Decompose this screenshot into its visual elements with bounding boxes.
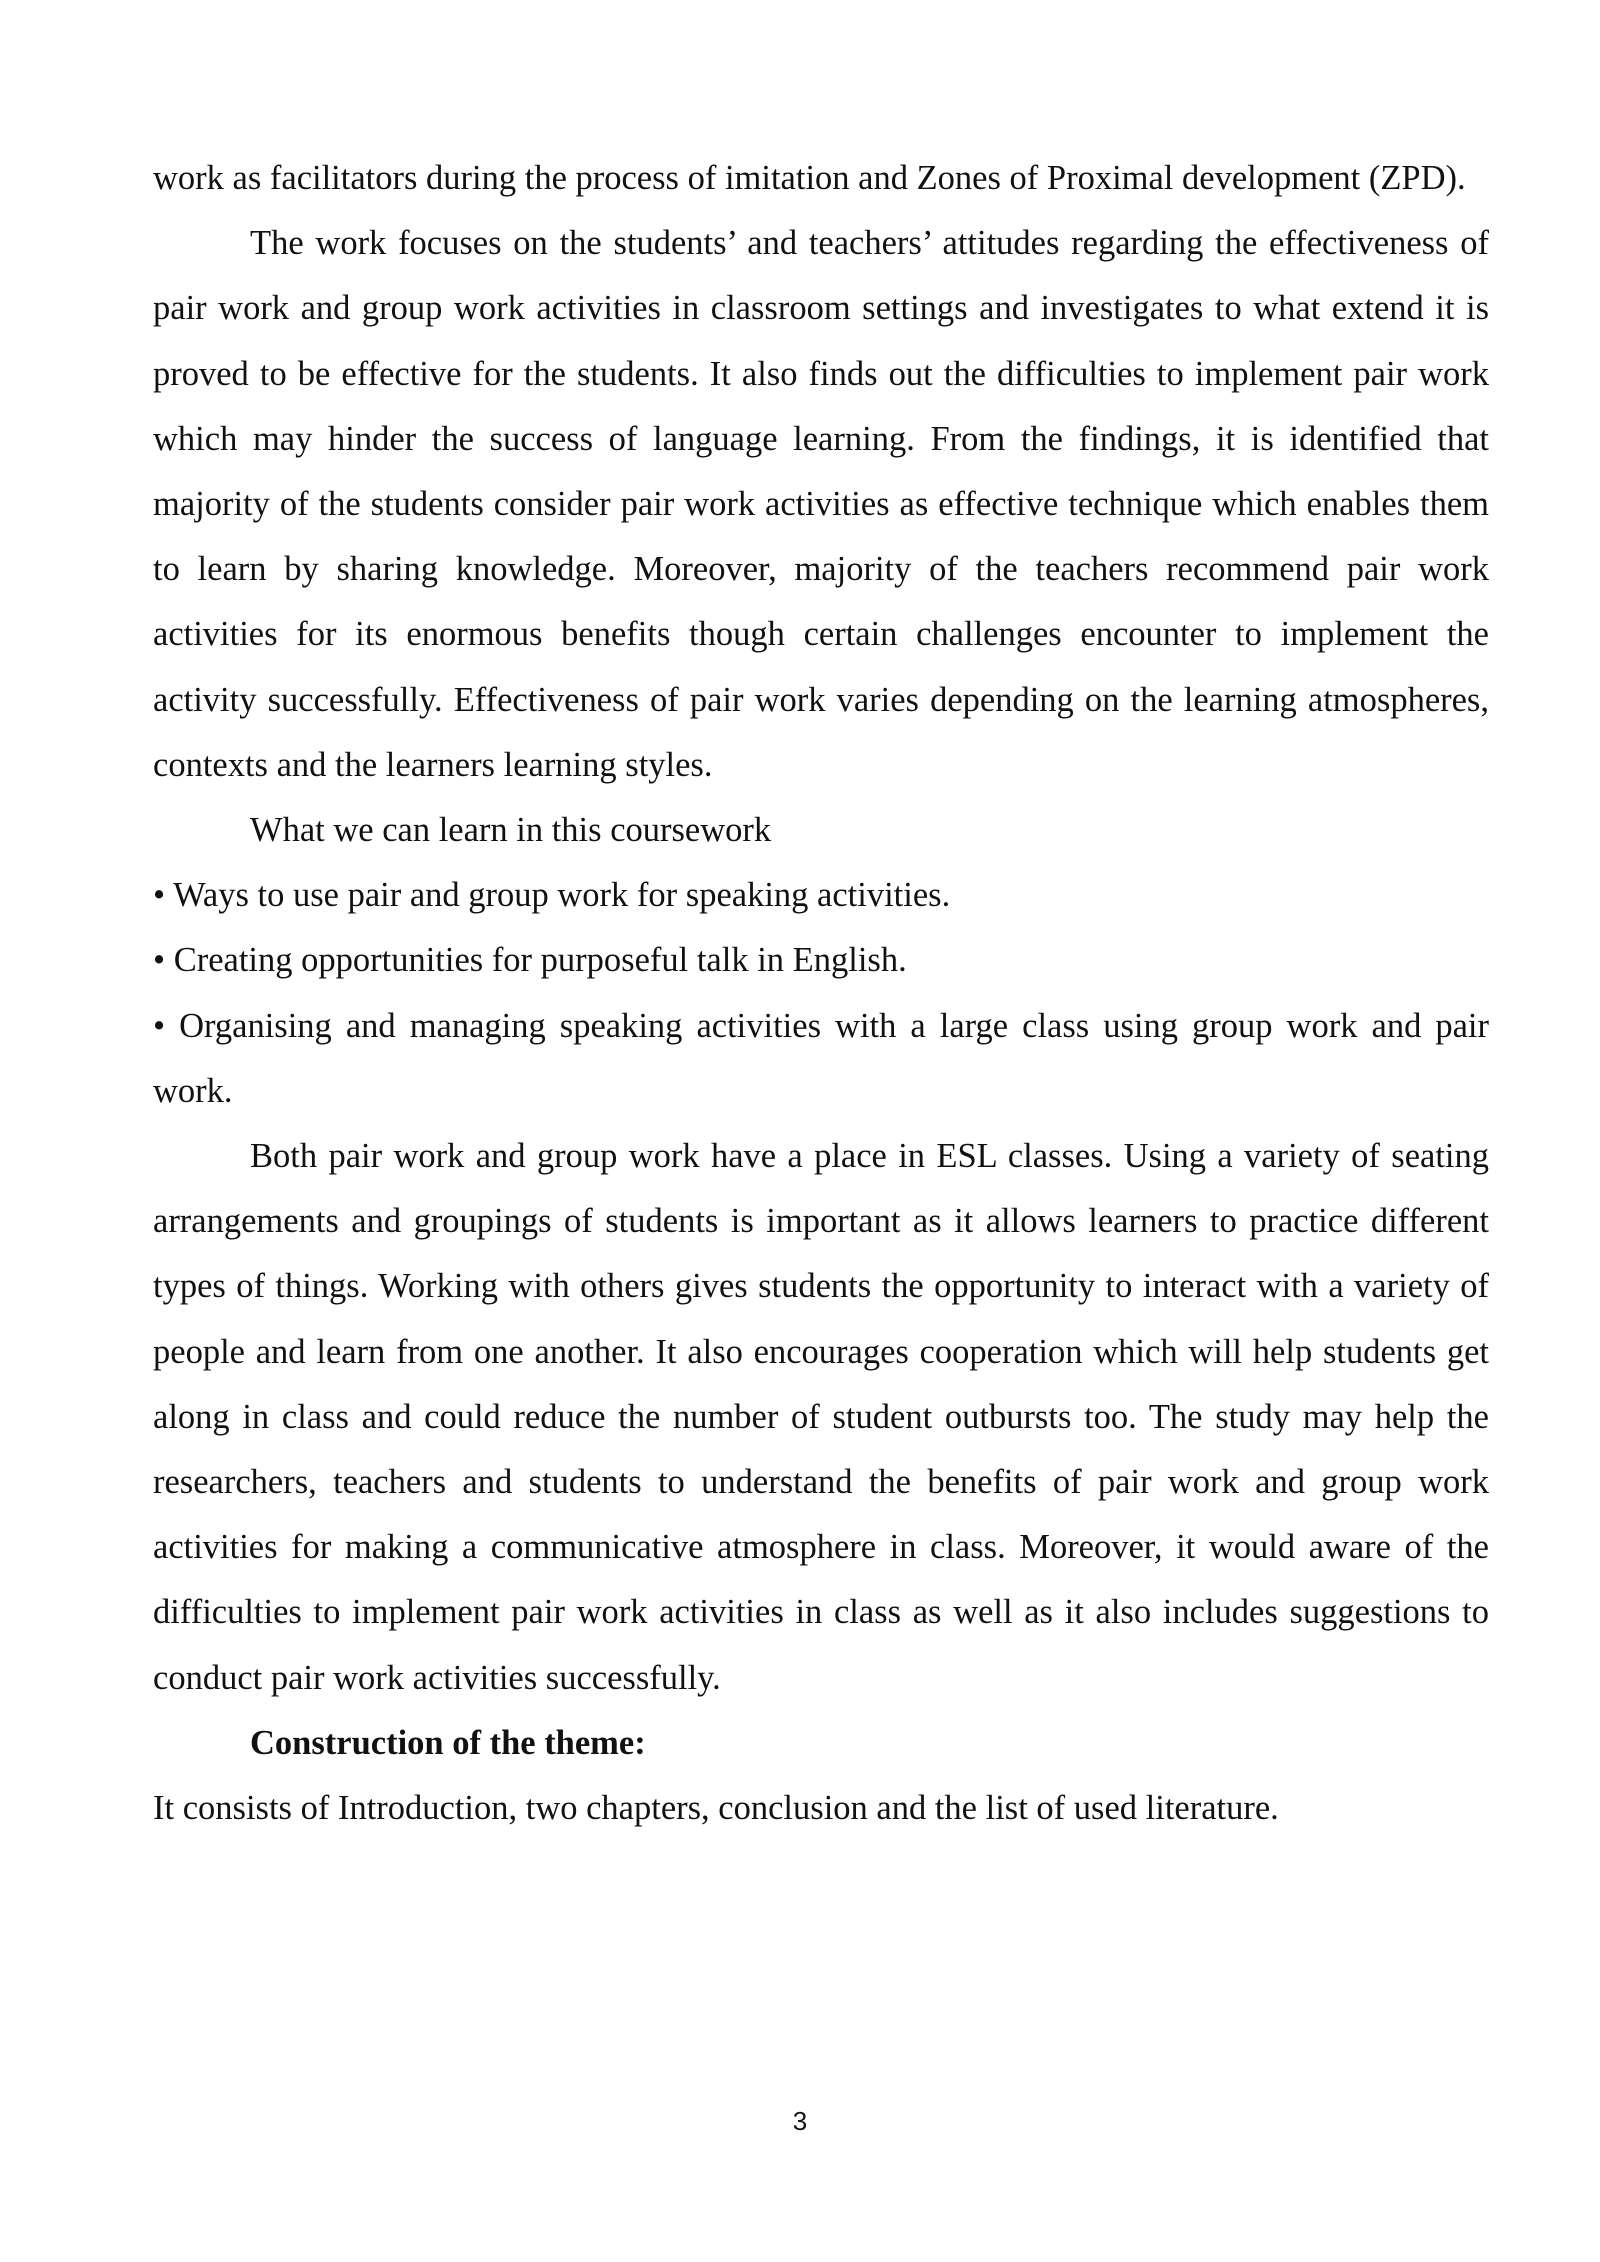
bullet-item: • Organising and managing speaking activities with a large class using group work and pair work. [153,1006,1489,1110]
paragraph-zpd: work as facilitators during the process of imitation and Zones of Proximal development (ZPD). [153,159,1466,197]
bullet-item: • Creating opportunities for purposeful talk in English. [153,941,907,980]
coursework-intro-line: What we can learn in this coursework [250,811,772,850]
page-body [153,146,1489,1841]
page-number: 3 [792,2106,808,2136]
bullet-item: • Ways to use pair and group work for speaking activities. [153,876,951,915]
paragraph-pair-group-work: Both pair work and group work have a place in ESL classes. Using a variety of seating arrangements and groupings of students is important as it allows learners to practice different types of things. Working with others gives students the opportunity to interact with a variety of people and learn from one another. It also encourages cooperation which will help students get along in class and could reduce the number of student outbursts too. The study may help the researchers, teachers and students to understand the benefits of pair work and group work activities for making a communicative atmosphere in class. Moreover, it would aware of the difficulties to implement pair work activities in class as well as it also includes suggestions to conduct pair work activities successfully. [153,1137,1489,1697]
paragraph-study-focus: The work focuses on the students’ and teachers’ attitudes regarding the effectiveness of pair work and group work activities in classroom settings and investigates to what extend it is proved to be effective for the students. It also finds out the difficulties to implement pair work which may hinder the success of language learning. From the findings, it is identified that majority of the students consider pair work activities as effective technique which enables them to learn by sharing knowledge. Moreover, majority of the teachers recommend pair work activities for its enormous benefits though certain challenges encounter to implement the activity successfully. Effectiveness of pair work varies depending on the learning atmospheres, contexts and the learners learning styles. [153,224,1489,784]
section-heading: Construction of the theme: [250,1723,646,1762]
paragraph-structure: It consists of Introduction, two chapters, conclusion and the list of used literature. [153,1789,1279,1828]
